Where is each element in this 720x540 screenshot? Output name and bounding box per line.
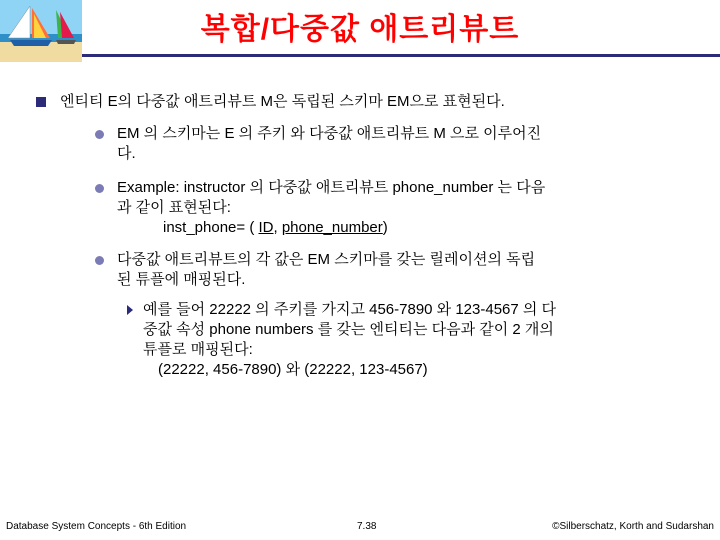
square-bullet-icon — [36, 97, 46, 107]
bullet-line: EM 의 스키마는 E 의 주키 와 다중값 애트리뷰트 M 으로 이루어진 — [117, 125, 542, 142]
circle-bullet-icon — [95, 256, 104, 265]
bullet-line: 예를 들어 22222 의 주키를 가지고 456-7890 와 123-4567 의 다 — [143, 301, 557, 318]
bullet-text: 엔티티 E의 다중값 애트리뷰트 M은 독립된 스키마 EM으로 표현된다. — [60, 93, 505, 110]
bullet-line: 된 튜플에 매핑된다. — [117, 271, 246, 288]
bullet-line: (22222, 456-7890) 와 (22222, 123-4567) — [158, 361, 428, 378]
bullet-level1 — [60, 92, 690, 112]
footer-right: ©Silberschatz, Korth and Sudarshan — [552, 521, 714, 532]
bullet-line: 다. — [117, 145, 136, 162]
schema-separator: , — [273, 219, 282, 236]
bullet-level2 — [117, 178, 657, 238]
schema-key-phone: phone_number — [281, 219, 383, 236]
circle-bullet-icon — [95, 184, 104, 193]
bullet-line: 중값 속성 phone numbers 를 갖는 엔티티는 다음과 같이 2 개의 — [143, 321, 554, 338]
title-divider — [82, 54, 720, 57]
footer-page-number: 7.38 — [357, 521, 377, 532]
slide-title: 복합/다중값 애트리뷰트 — [200, 13, 520, 46]
bullet-level2 — [117, 124, 657, 164]
triangle-bullet-icon — [127, 305, 133, 315]
bullet-level2 — [117, 250, 657, 290]
schema-open: = ( — [236, 219, 259, 236]
schema-close: ) — [382, 219, 388, 236]
footer-left: Database System Concepts - 6th Edition — [6, 521, 187, 532]
bullet-line: 튜플로 매핑된다: — [143, 341, 253, 358]
schema-line — [117, 218, 657, 238]
circle-bullet-icon — [95, 130, 104, 139]
bullet-line: 과 같이 표현된다: — [117, 199, 231, 216]
bullet-line: 다중값 애트리뷰트의 각 값은 EM 스키마를 갖는 릴레이션의 독립 — [117, 251, 536, 268]
bullet-level3 — [143, 300, 655, 380]
schema-key-id: ID — [258, 219, 274, 236]
schema-name: inst_phone — [163, 219, 237, 236]
bullet-line: Example: instructor 의 다중값 애트리뷰트 phone_number 는 다음 — [117, 179, 546, 196]
beach-image — [0, 0, 82, 62]
